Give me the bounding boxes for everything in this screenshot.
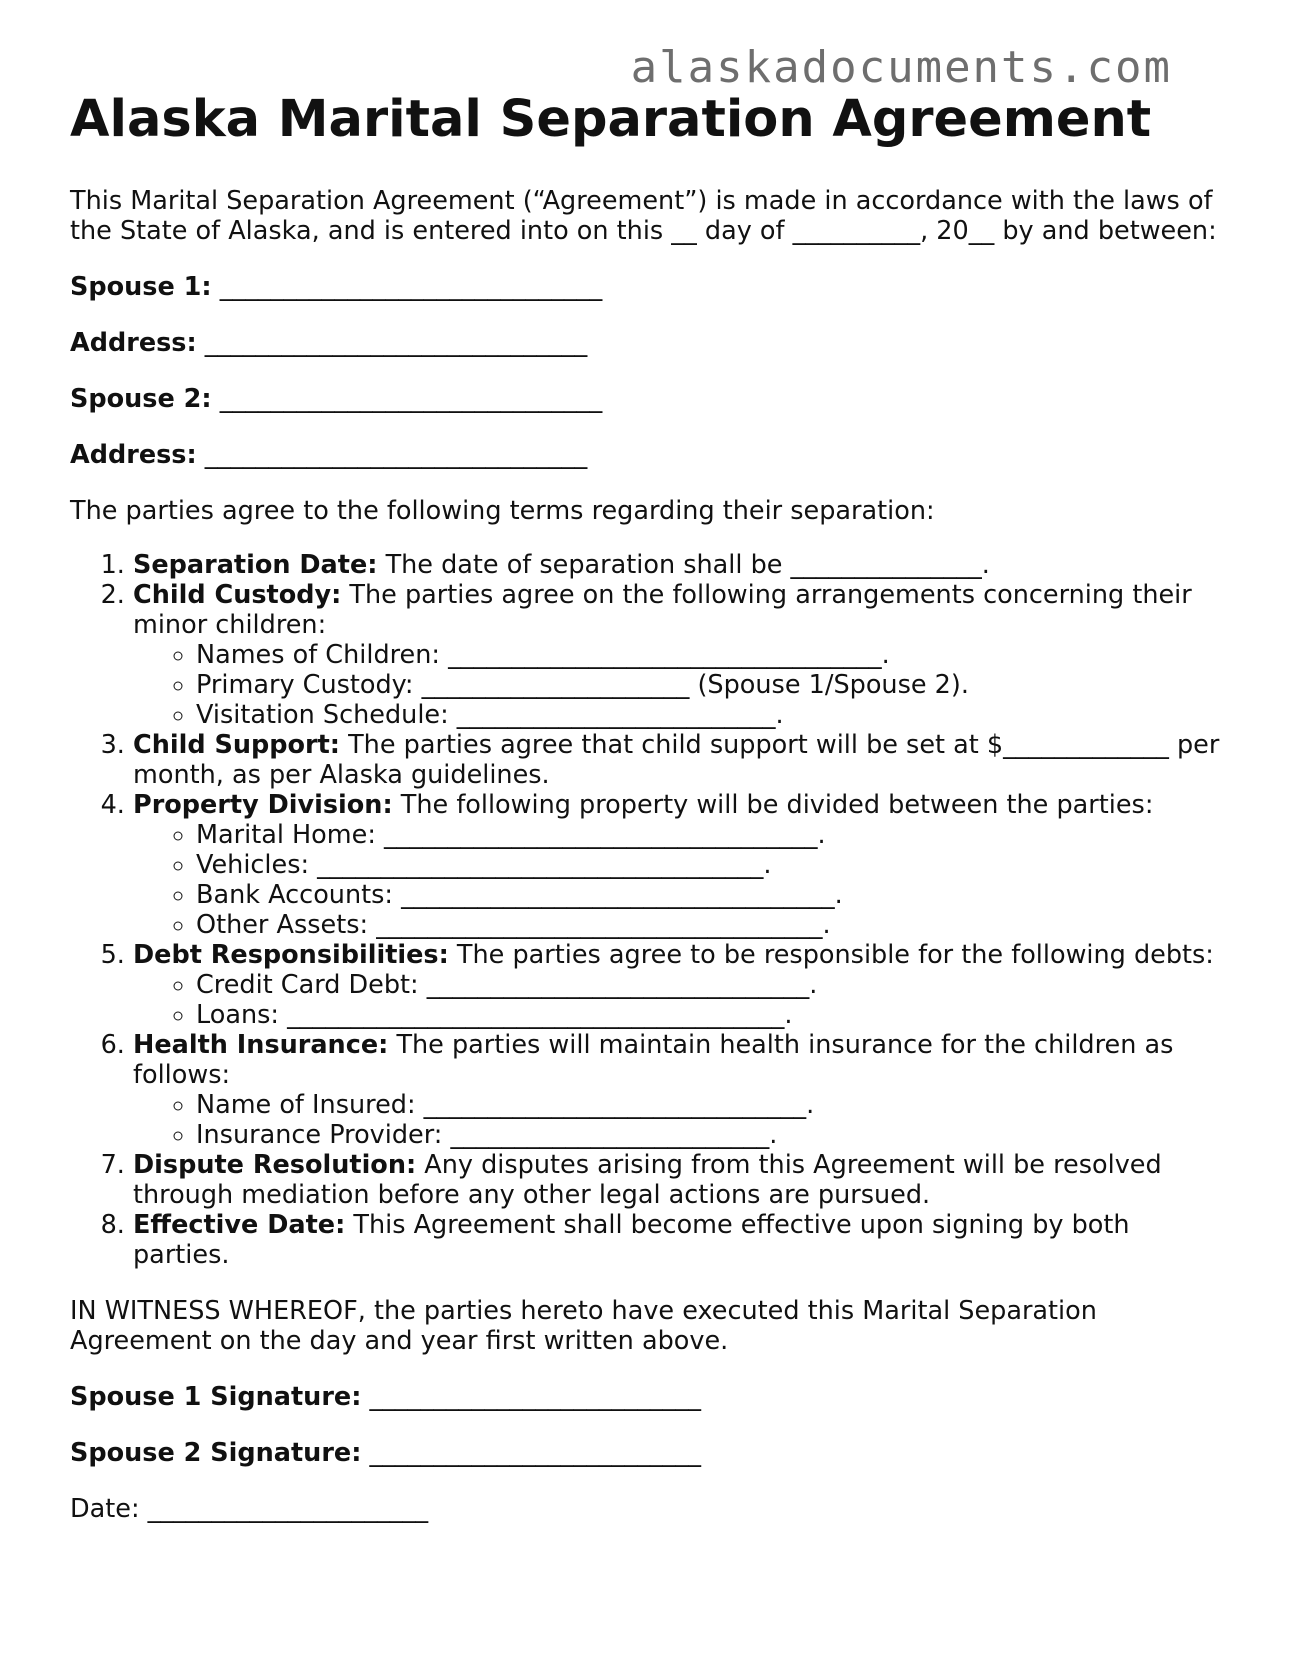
spouse1-signature-label: Spouse 1 Signature: <box>70 1382 362 1412</box>
term-text: The parties will maintain health insurance for the children as follows: <box>133 1030 1174 1090</box>
sub-list <box>133 970 1230 1030</box>
term-title: Child Custody: <box>133 580 342 610</box>
sub-list <box>133 820 1230 940</box>
sub-list <box>133 640 1230 730</box>
sub-item: ◦ Names of Children: __________________________________. <box>196 640 1230 670</box>
spouse2-field[interactable] <box>70 384 1230 414</box>
term-title: Separation Date: <box>133 550 378 580</box>
term-title: Effective Date: <box>133 1210 346 1240</box>
term-text: The parties agree to be responsible for the following debts: <box>456 940 1214 970</box>
intro-paragraph: This Marital Separation Agreement (“Agreement”) is made in accordance with the laws of the State of Alaska, and is entered into on this __ day of __________, 20__ by and between: <box>70 186 1217 246</box>
term-child-support <box>133 730 1230 790</box>
term-text: This Agreement shall become effective upon signing by both parties. <box>133 1210 1130 1270</box>
terms-list <box>70 550 1230 1270</box>
sub-item: ◦ Vehicles: ___________________________________. <box>196 850 1230 880</box>
spouse2-blank[interactable]: ______________________________ <box>219 384 603 414</box>
term-child-custody <box>133 580 1230 730</box>
term-health-insurance <box>133 1030 1230 1150</box>
spouse1-blank[interactable]: ______________________________ <box>219 272 603 302</box>
address1-blank[interactable]: ______________________________ <box>204 328 588 358</box>
sub-list <box>133 1090 1230 1150</box>
date-label: Date: <box>70 1494 140 1524</box>
watermark: alaskadocuments.com <box>630 42 1172 93</box>
sub-item: ◦ Visitation Schedule: _________________________. <box>196 700 1230 730</box>
sub-item: ◦ Insurance Provider: _________________________. <box>196 1120 1230 1150</box>
sub-item: ◦ Name of Insured: ______________________________. <box>196 1090 1230 1120</box>
spouse2-signature-blank[interactable]: __________________________ <box>369 1438 702 1468</box>
address1-label: Address: <box>70 328 197 358</box>
term-debt-responsibilities <box>133 940 1230 1030</box>
term-text: The following property will be divided between the parties: <box>400 790 1154 820</box>
spouse1-signature-blank[interactable]: __________________________ <box>369 1382 702 1412</box>
address1-field[interactable] <box>70 328 1230 358</box>
term-text: The date of separation shall be _______________. <box>385 550 990 580</box>
document-title: Alaska Marital Separation Agreement <box>70 90 1152 149</box>
sub-item: ◦ Loans: _______________________________________. <box>196 1000 1230 1030</box>
date-field[interactable] <box>70 1494 1230 1524</box>
term-separation-date <box>133 550 1230 580</box>
address2-label: Address: <box>70 440 197 470</box>
term-property-division <box>133 790 1230 940</box>
document-body <box>70 186 1230 1550</box>
spouse1-field[interactable] <box>70 272 1230 302</box>
witness-paragraph: IN WITNESS WHEREOF, the parties hereto have executed this Marital Separation Agreement on the day and year first written above. <box>70 1296 1097 1356</box>
term-title: Property Division: <box>133 790 393 820</box>
spouse1-signature-field[interactable] <box>70 1382 1230 1412</box>
spouse1-label: Spouse 1: <box>70 272 212 302</box>
term-title: Debt Responsibilities: <box>133 940 449 970</box>
spouse2-signature-field[interactable] <box>70 1438 1230 1468</box>
sub-item: ◦ Primary Custody: _____________________ (Spouse 1/Spouse 2). <box>196 670 1230 700</box>
address2-blank[interactable]: ______________________________ <box>204 440 588 470</box>
date-blank[interactable]: ______________________ <box>147 1494 429 1524</box>
terms-lead: The parties agree to the following terms regarding their separation: <box>70 496 935 526</box>
term-text: The parties agree on the following arrangements concerning their minor children: <box>133 580 1192 640</box>
term-title: Dispute Resolution: <box>133 1150 417 1180</box>
sub-item: ◦ Marital Home: __________________________________. <box>196 820 1230 850</box>
term-title: Health Insurance: <box>133 1030 389 1060</box>
address2-field[interactable] <box>70 440 1230 470</box>
sub-item: ◦ Bank Accounts: __________________________________. <box>196 880 1230 910</box>
spouse2-label: Spouse 2: <box>70 384 212 414</box>
term-text: Any disputes arising from this Agreement will be resolved through mediation before any other legal actions are pursued. <box>133 1150 1162 1210</box>
term-title: Child Support: <box>133 730 340 760</box>
term-text: The parties agree that child support will be set at $_____________ per month, as per Alaska guidelines. <box>133 730 1220 790</box>
sub-item: ◦ Other Assets: ___________________________________. <box>196 910 1230 940</box>
term-dispute-resolution <box>133 1150 1230 1210</box>
sub-item: ◦ Credit Card Debt: ______________________________. <box>196 970 1230 1000</box>
term-effective-date <box>133 1210 1230 1270</box>
spouse2-signature-label: Spouse 2 Signature: <box>70 1438 362 1468</box>
